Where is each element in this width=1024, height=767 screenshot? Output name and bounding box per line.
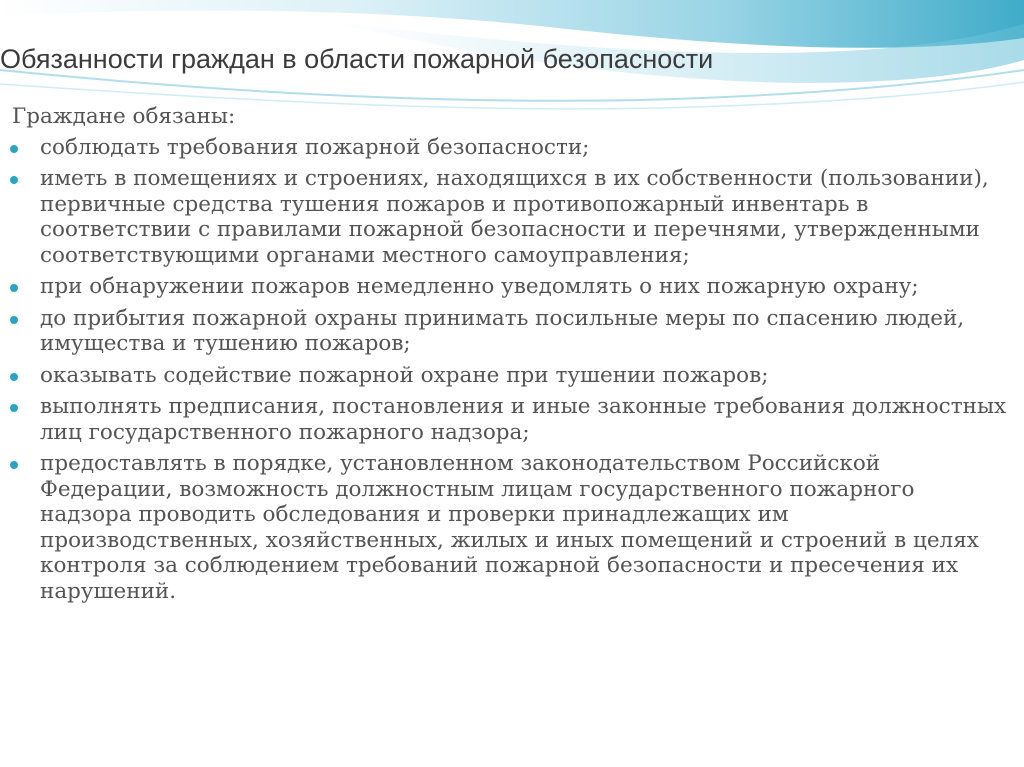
list-item [8, 306, 1008, 357]
list-item [8, 363, 1008, 389]
list-item-text: до прибытия пожарной охраны принимать посильные меры по спасению людей, имущества и тушению пожаров; [40, 305, 965, 356]
list-item [8, 135, 1008, 161]
bullet-icon [10, 316, 18, 324]
list-item [8, 451, 1008, 604]
bullet-icon [10, 404, 18, 412]
list-item-text: предоставлять в порядке, установленном законодательством Российской Федерации, возможность должностным лицам государственного пожарного надзора проводить обследования и проверки принадлежащих им производственных, хозяйственных, жилых и иных помещений и строений в целях контроля за соблюдением требований пожарной безопасности и пресечения их нарушений. [40, 451, 979, 604]
list-item-text: иметь в помещениях и строениях, находящихся в их собственности (пользовании), первичные средства тушения пожаров и противопожарный инвентарь в соответствии с правилами пожарной безопасности и перечнями, утвержденными соответствующими органами местного самоуправления; [40, 166, 989, 268]
list-item [8, 274, 1008, 300]
bullet-icon [10, 145, 18, 153]
slide-content [8, 104, 1008, 610]
duties-list [8, 135, 1008, 605]
list-item-text: при обнаружении пожаров немедленно уведомлять о них пожарную охрану; [40, 274, 919, 299]
list-item [8, 166, 1008, 268]
intro-text: Граждане обязаны: [12, 104, 236, 129]
bullet-icon [10, 373, 18, 381]
bullet-icon [10, 176, 18, 184]
list-item [8, 394, 1008, 445]
list-item-text: выполнять предписания, постановления и иные законные требования должностных лиц государственного пожарного надзора; [40, 394, 1007, 445]
list-item-text: соблюдать требования пожарной безопасности; [40, 134, 590, 160]
slide-title: Обязанности граждан в области пожарной безопасности [0, 44, 714, 74]
bullet-icon [10, 461, 18, 469]
list-item-text: оказывать содействие пожарной охране при тушении пожаров; [40, 362, 769, 388]
bullet-icon [10, 284, 18, 292]
